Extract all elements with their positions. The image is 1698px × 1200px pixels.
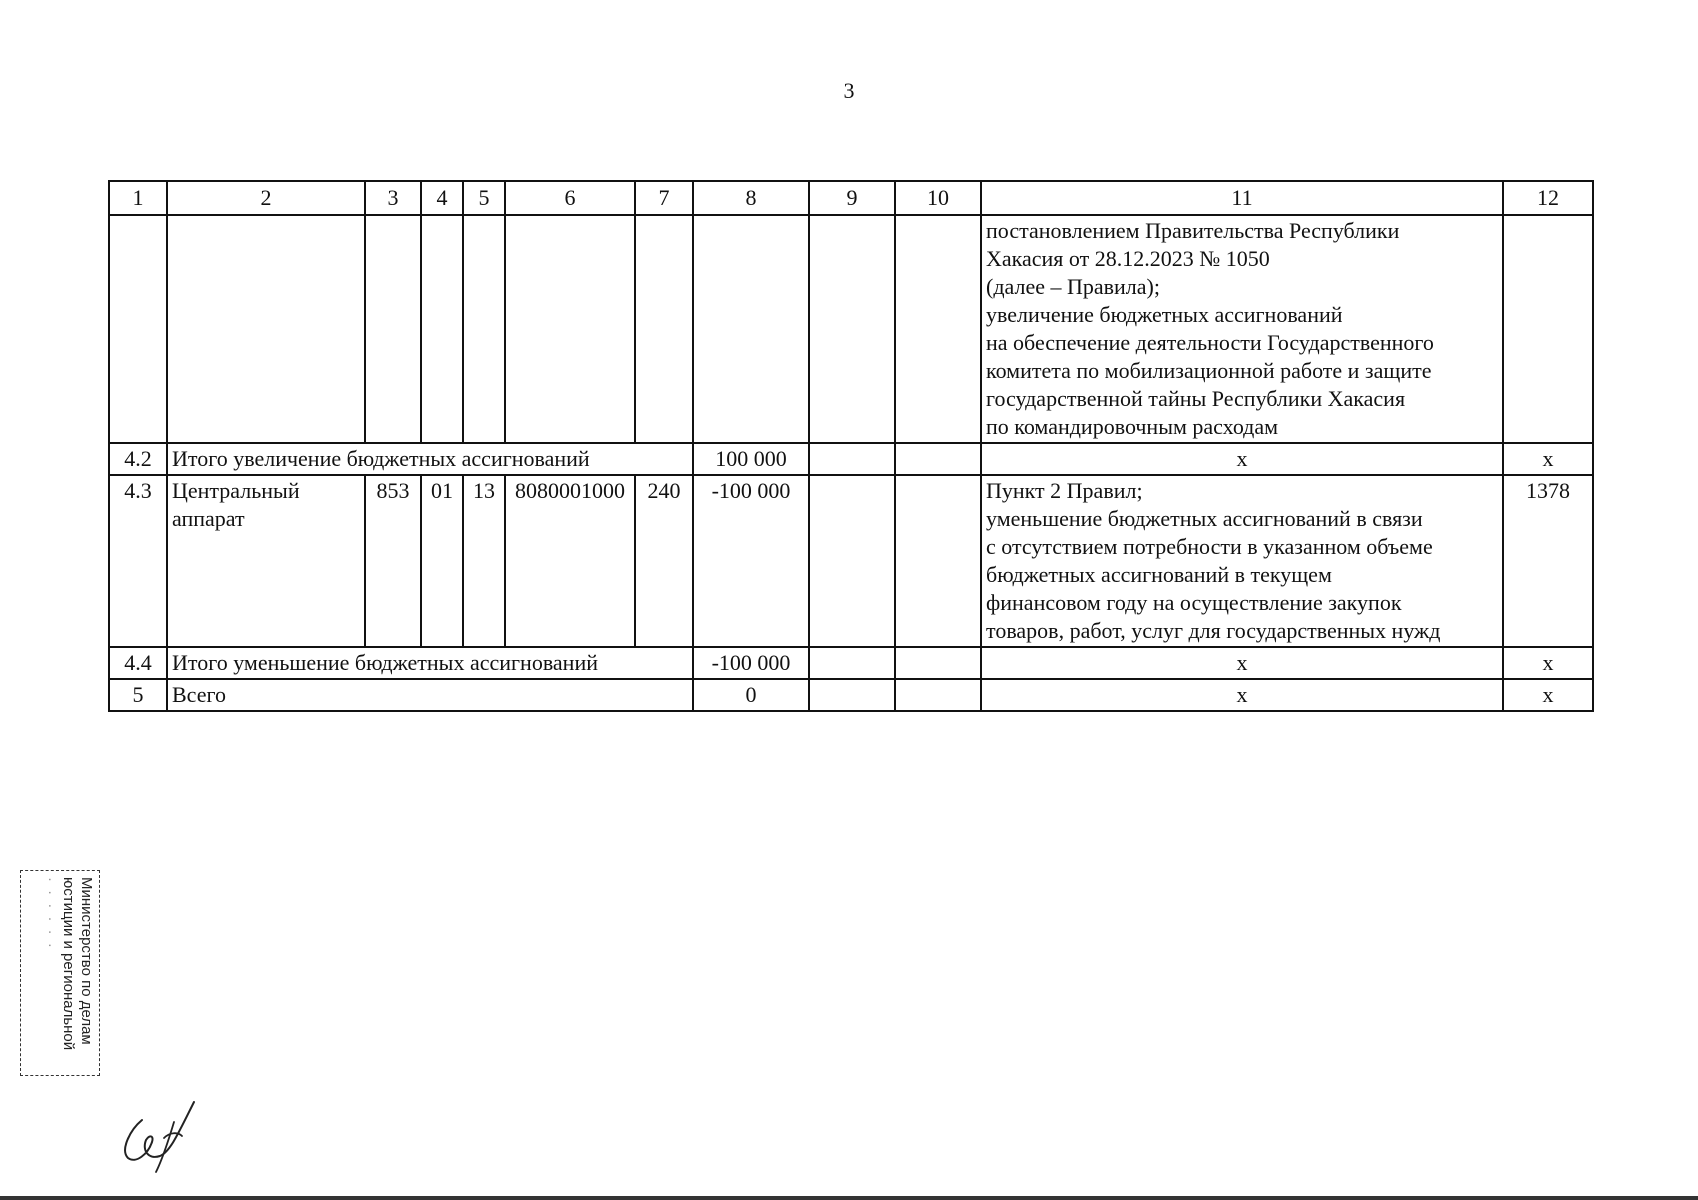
row-label: Всего <box>167 679 693 711</box>
item-name: Центральный аппарат <box>167 475 365 647</box>
ministry-stamp <box>20 870 100 1076</box>
budget-table <box>108 180 1594 712</box>
table-row-4-3 <box>109 475 1593 647</box>
col12-cell: x <box>1503 679 1593 711</box>
header-cell-2: 2 <box>167 181 365 215</box>
stamp-line-3: · · · · · · <box>42 877 59 950</box>
amount-cell: -100 000 <box>693 647 809 679</box>
header-cell-5: 5 <box>463 181 505 215</box>
signature-icon <box>112 1098 202 1178</box>
row-number: 5 <box>109 679 167 711</box>
header-cell-9: 9 <box>809 181 895 215</box>
row-number: 4.2 <box>109 443 167 475</box>
col11-cell: x <box>981 647 1503 679</box>
header-cell-10: 10 <box>895 181 981 215</box>
header-cell-6: 6 <box>505 181 635 215</box>
stamp-line-2: юстиции и региональной <box>60 877 77 1051</box>
justification-text: Пункт 2 Правил; уменьшение бюджетных ассигнований в связи с отсутствием потребности в указанном объеме бюджетных ассигнований в текущем финансовом году на осуществление закупок товаров, работ, услуг для государственных нужд <box>981 475 1503 647</box>
stamp-line-1: Министерство по делам <box>78 877 95 1045</box>
table-row-5 <box>109 679 1593 711</box>
code-ministry: 853 <box>365 475 421 647</box>
row-label: Итого уменьшение бюджетных ассигнований <box>167 647 693 679</box>
code-subsection: 13 <box>463 475 505 647</box>
page-bottom-edge <box>0 1196 1698 1200</box>
header-cell-1: 1 <box>109 181 167 215</box>
table-row-4-2 <box>109 443 1593 475</box>
row-number: 4.3 <box>109 475 167 647</box>
col12-cell: x <box>1503 647 1593 679</box>
header-cell-11: 11 <box>981 181 1503 215</box>
row-number: 4.4 <box>109 647 167 679</box>
amount-cell: -100 000 <box>693 475 809 647</box>
table-row-4-4 <box>109 647 1593 679</box>
code-target: 8080001000 <box>505 475 635 647</box>
header-cell-3: 3 <box>365 181 421 215</box>
row-label: Итого увеличение бюджетных ассигнований <box>167 443 693 475</box>
amount-cell: 0 <box>693 679 809 711</box>
header-row <box>109 181 1593 215</box>
col11-cell: x <box>981 679 1503 711</box>
justification-text: постановлением Правительства Республики Хакасия от 28.12.2023 № 1050 (далее – Правила); увеличение бюджетных ассигнований на обеспечение деятельности Государственного комитета по мобилизационной работе и защите государственной тайны Республики Хакасия по командировочным расходам <box>981 215 1503 443</box>
header-cell-4: 4 <box>421 181 463 215</box>
amount-cell: 100 000 <box>693 443 809 475</box>
table-row-continuation <box>109 215 1593 443</box>
header-cell-8: 8 <box>693 181 809 215</box>
col12-cell: 1378 <box>1503 475 1593 647</box>
page-number: 3 <box>843 78 855 103</box>
code-section: 01 <box>421 475 463 647</box>
code-expense-type: 240 <box>635 475 693 647</box>
header-cell-12: 12 <box>1503 181 1593 215</box>
col11-cell: x <box>981 443 1503 475</box>
col12-cell: x <box>1503 443 1593 475</box>
header-cell-7: 7 <box>635 181 693 215</box>
